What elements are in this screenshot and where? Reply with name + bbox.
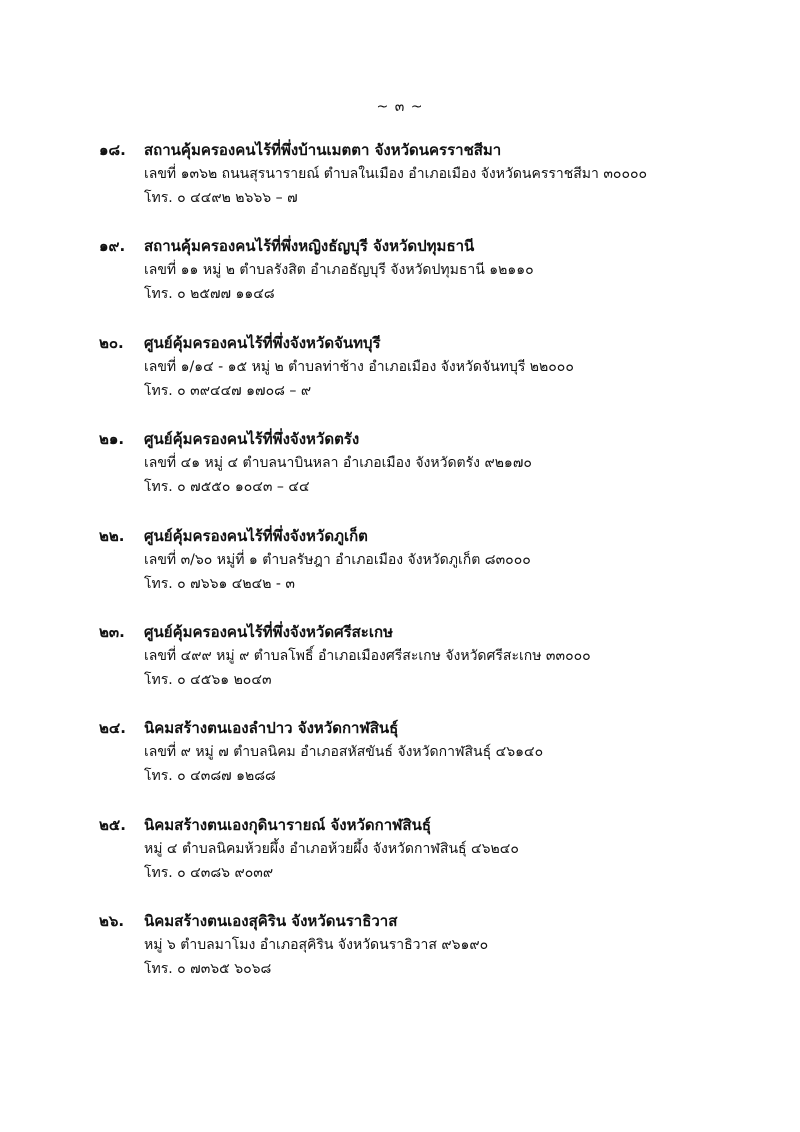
entry-list: [0, 138, 800, 1006]
entry-number: ๒๑.: [99, 430, 125, 449]
entry-phone: โทร. ๐ ๗๕๕๐ ๑๐๔๓ – ๔๔: [144, 479, 310, 496]
entry-number: ๒๐.: [99, 333, 124, 352]
list-item: [0, 620, 800, 716]
list-item: [0, 138, 800, 234]
entry-phone: โทร. ๐ ๒๕๗๗ ๑๑๔๘: [144, 286, 275, 303]
entry-body: [144, 234, 764, 306]
entry-phone: โทร. ๐ ๔๓๘๖ ๙๐๓๙: [144, 864, 274, 881]
page-number: ~ ๓ ~: [376, 99, 424, 115]
entry-phone: โทร. ๐ ๗๓๖๕ ๖๐๖๘: [144, 961, 272, 978]
entry-name: นิคมสร้างตนเองสุคิริน จังหวัดนราธิวาส: [144, 912, 398, 931]
entry-phone: โทร. ๐ ๗๖๖๑ ๔๒๔๒ - ๓: [144, 575, 295, 592]
entry-address: เลขที่ ๓/๖๐ หมู่ที่ ๑ ตำบลรัษฎา อำเภอเมือง จังหวัดภูเก็ต ๘๓๐๐๐: [144, 551, 531, 568]
entry-name: ศูนย์คุ้มครองคนไร้ที่พึ่งจังหวัดศรีสะเกษ: [144, 622, 393, 641]
entry-body: [144, 909, 764, 981]
entry-body: [144, 716, 764, 788]
entry-number: ๒๓.: [99, 622, 125, 641]
entry-body: [144, 331, 764, 403]
list-item: [0, 524, 800, 620]
entry-number: ๒๕.: [99, 815, 126, 834]
entry-phone: โทร. ๐ ๔๕๖๑ ๒๐๔๓: [144, 671, 272, 688]
list-item: [0, 909, 800, 1005]
entry-body: [144, 427, 764, 499]
entry-body: [144, 524, 764, 596]
entry-address: เลขที่ ๙ หมู่ ๗ ตำบลนิคม อำเภอสหัสขันธ์ จังหวัดกาฬสินธุ์ ๔๖๑๔๐: [144, 744, 544, 761]
entry-number: ๒๔.: [99, 719, 126, 738]
list-item: [0, 427, 800, 523]
entry-body: [144, 620, 764, 692]
entry-name: สถานคุ้มครองคนไร้ที่พึ่งหญิงธัญบุรี จังหวัดปทุมธานี: [144, 237, 475, 256]
list-item: [0, 331, 800, 427]
entry-address: หมู่ ๖ ตำบลมาโมง อำเภอสุคิริน จังหวัดนราธิวาส ๙๖๑๙๐: [144, 937, 489, 954]
entry-number: ๑๙.: [99, 237, 126, 256]
entry-address: เลขที่ ๑/๑๔ - ๑๕ หมู่ ๒ ตำบลท่าช้าง อำเภอเมือง จังหวัดจันทบุรี ๒๒๐๐๐: [144, 358, 574, 375]
entry-address: เลขที่ ๑๓๖๒ ถนนสุรนารายณ์ ตำบลในเมือง อำเภอเมือง จังหวัดนครราชสีมา ๓๐๐๐๐: [144, 166, 648, 182]
entry-name: ศูนย์คุ้มครองคนไร้ที่พึ่งจังหวัดตรัง: [144, 430, 360, 449]
entry-name: นิคมสร้างตนเองลำปาว จังหวัดกาฬสินธุ์: [144, 719, 399, 738]
list-item: [0, 813, 800, 909]
entry-name: ศูนย์คุ้มครองคนไร้ที่พึ่งจังหวัดจันทบุรี: [144, 333, 381, 352]
entry-number: ๑๘.: [99, 141, 126, 159]
entry-phone: โทร. ๐ ๔๔๙๒ ๒๖๖๖ – ๗: [144, 190, 298, 206]
entry-address: เลขที่ ๔๑ หมู่ ๔ ตำบลนาบินหลา อำเภอเมือง จังหวัดตรัง ๙๒๑๗๐: [144, 455, 532, 472]
entry-address: เลขที่ ๔๙๙ หมู่ ๙ ตำบลโพธิ์ อำเภอเมืองศรีสะเกษ จังหวัดศรีสะเกษ ๓๓๐๐๐: [144, 647, 591, 664]
entry-body: [144, 813, 764, 885]
entry-name: นิคมสร้างตนเองกุดินารายณ์ จังหวัดกาฬสินธุ์: [144, 815, 431, 834]
entry-phone: โทร. ๐ ๔๓๘๗ ๑๒๘๘: [144, 768, 276, 785]
entry-address: เลขที่ ๑๑ หมู่ ๒ ตำบลรังสิต อำเภอธัญบุรี จังหวัดปทุมธานี ๑๒๑๑๐: [144, 262, 534, 279]
entry-address: หมู่ ๔ ตำบลนิคมห้วยผึ้ง อำเภอห้วยผึ้ง จังหวัดกาฬสินธุ์ ๔๖๒๔๐: [144, 840, 519, 857]
entry-body: [144, 138, 764, 210]
entry-number: ๒๒.: [99, 526, 125, 545]
list-item: [0, 716, 800, 812]
list-item: [0, 234, 800, 330]
entry-number: ๒๖.: [99, 912, 125, 931]
entry-name: ศูนย์คุ้มครองคนไร้ที่พึ่งจังหวัดภูเก็ต: [144, 526, 368, 545]
entry-phone: โทร. ๐ ๓๙๔๔๗ ๑๗๐๘ – ๙: [144, 382, 312, 399]
entry-name: สถานคุ้มครองคนไร้ที่พึ่งบ้านเมตตา จังหวัดนครราชสีมา: [144, 141, 502, 159]
